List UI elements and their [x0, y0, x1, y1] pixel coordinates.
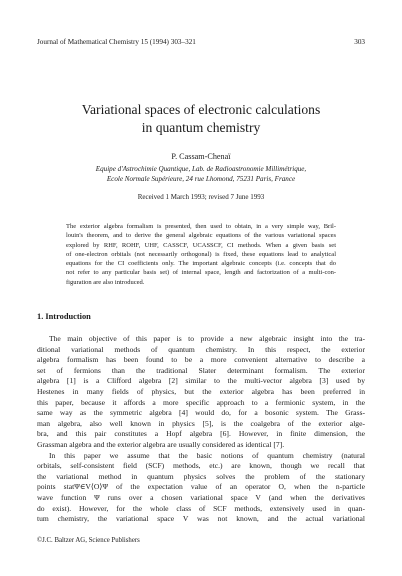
paragraph-1-line: bra, and this pair constitutes a Hopf algebra [6]. However, in finite dimension, the [37, 429, 365, 439]
title-line: Variational spaces of electronic calculations [81, 102, 321, 117]
paragraph-1-line: man algebra, also well known in physics [5], is the coalgebra of the exterior alge- [37, 418, 365, 428]
paragraph-2-line: points statΨ∈V⟨O⟩Ψ of the expectation value of an operator O, when the n-particle [37, 482, 365, 492]
page-number: 303 [354, 38, 365, 46]
paragraph-2-line: tum chemistry, the variational space V was not known, and the actual variational [37, 514, 365, 524]
affiliation-line: Equipe d'Astrochimie Quantique, Lab. de Radioastronomie Millimétrique, [95, 165, 307, 173]
running-head [37, 38, 365, 46]
abstract-line: not refer to any particular basis set) of internal space, length and factorization of a multi-con- [66, 269, 336, 277]
journal-citation: Journal of Mathematical Chemistry 15 (1994) 303–321 [37, 38, 196, 46]
abstract-line: equations for the CI coefficients only. The important algebraic concepts (i.e. concepts that do [66, 260, 336, 268]
abstract-line: The exterior algebra formalism is presented, then used to obtain, in a very simple way, Bril- [66, 223, 336, 230]
section-heading: 1. Introduction [37, 312, 91, 321]
affiliation-line: Ecole Normale Supérieure, 24 rue Lhomond, 75231 Paris, France [106, 174, 296, 183]
paragraph-2-line: In this paper we assume that the basic notions of quantum chemistry (natural [49, 450, 365, 460]
paragraph-2-line: do exist). However, for the whole class of SCF methods, extensively used in quan- [37, 503, 365, 513]
copyright-footer: ©J.C. Baltzer AG, Science Publishers [37, 537, 140, 544]
article-title [0, 101, 402, 137]
title-line: in quantum chemistry [141, 120, 261, 135]
paragraph-1-line: algebra [1] is a Clifford algebra [2] similar to the multi-vector algebra [3] used by [37, 376, 365, 386]
paragraph-1-line: The main objective of this paper is to provide a new algebraic insight into the tra- [49, 334, 365, 343]
paragraph-1-line: same way as the symmetric algebra [4] would do, for a bosonic system. The Grass- [37, 408, 365, 418]
abstract-line: of one-electron orbitals (not necessarily orthogonal) is fixed, these equations lead to analytical [66, 250, 336, 258]
paragraph-1-line: Hestenes in many fields of physics, but the exterior algebra has been preferred in [37, 386, 365, 396]
paragraph-1-line: ditional variational methods of quantum chemistry. In this respect, the exterior [37, 344, 365, 354]
author-affiliation [0, 165, 402, 185]
paragraph-1-line: Grassman algebra and the exterior algebra are usually considered as identical [7]. [37, 439, 285, 449]
abstract-line: louin's theorem, and to derive the general algebraic equations of the various variational spaces [66, 232, 336, 240]
abstract-line: figuration are also introduced. [66, 278, 145, 286]
abstract [66, 222, 336, 287]
author-name: P. Cassam-Chenaï [171, 152, 231, 161]
paragraph-1-line: set of fermions than the traditional Slater determinant formalism. The exterior [37, 365, 365, 375]
paragraph-2-line: wave function Ψ runs over a chosen variational space V (and when the derivatives [37, 492, 365, 502]
paragraph-2-line: orbitals, self-consistent field (SCF) methods, etc.) are known, though we recall that [37, 461, 365, 471]
abstract-line: explored by RHF, ROHF, UHF, CASSCF, UCASSCF, CI methods. When a given basis set [66, 241, 336, 249]
body-text [37, 334, 365, 525]
paragraph-1-line: algebra formalism has been found to be a more convenient alternative to describe a [37, 355, 365, 365]
received-dates: Received 1 March 1993; revised 7 June 1993 [137, 193, 265, 201]
paragraph-1-line: this paper, because it affords a more specific approach to a fermionic system, in the [37, 397, 365, 407]
paragraph-2-line: the variational method in quantum physics solves the problem of the stationary [37, 471, 365, 481]
